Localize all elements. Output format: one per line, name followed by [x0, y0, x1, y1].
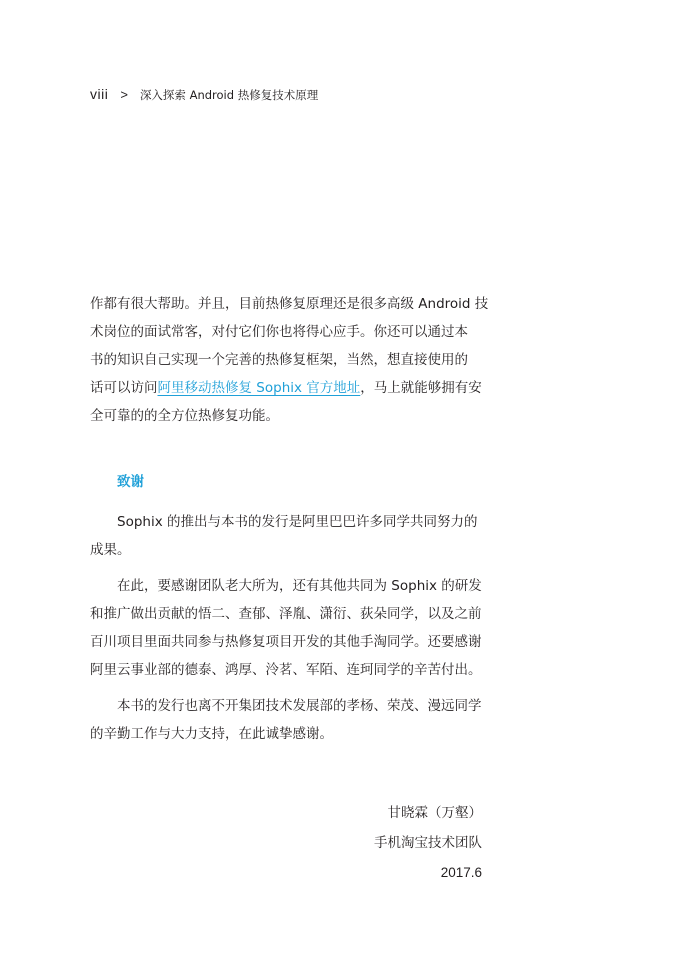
- text-line: 本书的发行也离不开集团技术发展部的孝杨、荣茂、漫远同学: [117, 698, 482, 714]
- text-line: 的辛勤工作与大力支持，在此诚挚感谢。: [90, 726, 333, 742]
- running-header: [90, 86, 318, 104]
- text-line: 和推广做出贡献的悟二、查郁、泽胤、潇衍、荻朵同学，以及之前: [90, 606, 482, 622]
- header-separator: >: [120, 87, 128, 102]
- section-heading-acknowledgements: 致谢: [117, 474, 144, 490]
- text-line: Sophix 的推出与本书的发行是阿里巴巴许多同学共同努力的: [117, 514, 478, 530]
- text-line: 百川项目里面共同参与热修复项目开发的其他手淘同学。还要感谢: [90, 634, 482, 650]
- text-fragment: ，马上就能够拥有安: [360, 380, 482, 396]
- text-line: 书的知识自己实现一个完善的热修复框架，当然，想直接使用的: [90, 352, 468, 368]
- text-line: 作都有很大帮助。并且，目前热修复原理还是很多高级 Android 技: [90, 296, 489, 312]
- intro-paragraph: [90, 290, 489, 430]
- signature-author: 甘晓霖（万壑）: [387, 805, 482, 821]
- book-title: 深入探索 Android 热修复技术原理: [139, 88, 319, 102]
- ack-paragraph-3: [90, 692, 486, 748]
- sophix-official-link[interactable]: 阿里移动热修复 Sophix 官方地址: [157, 380, 361, 396]
- text-line: 阿里云事业部的德泰、鸿厚、泠茗、军陌、连珂同学的辛苦付出。: [90, 662, 482, 678]
- text-line: 全可靠的的全方位热修复功能。: [90, 408, 279, 424]
- page-number: viii: [90, 86, 109, 102]
- page-body: [90, 290, 489, 748]
- text-line: [90, 374, 486, 402]
- signature-block: [374, 798, 482, 888]
- text-line: 术岗位的面试常客，对付它们你也将得心应手。你还可以通过本: [90, 324, 468, 340]
- signature-date: 2017.6: [440, 865, 482, 880]
- text-line: 在此，要感谢团队老大所为，还有其他共同为 Sophix 的研发: [117, 578, 482, 594]
- text-line: 成果。: [90, 542, 131, 558]
- ack-paragraph-2: [90, 572, 486, 684]
- signature-team: 手机淘宝技术团队: [374, 835, 482, 851]
- ack-paragraph-1: [90, 508, 486, 564]
- text-fragment: 话可以访问: [90, 380, 158, 396]
